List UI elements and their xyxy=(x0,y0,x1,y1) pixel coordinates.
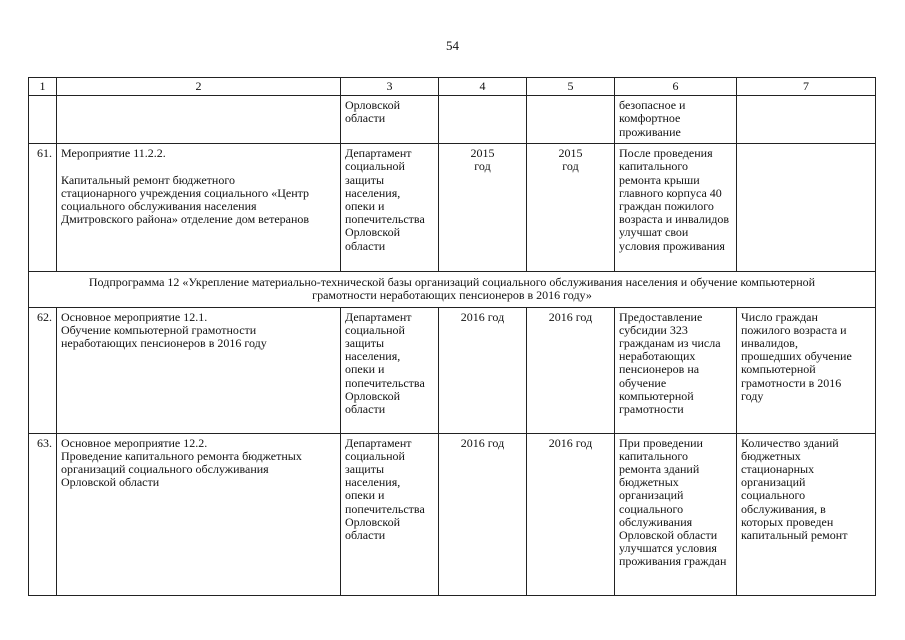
text-line: улучшат свои xyxy=(619,225,689,240)
text-line: которых проведен xyxy=(741,514,834,529)
text-line: год xyxy=(474,159,491,174)
cell-executor xyxy=(341,96,439,144)
text-line: области xyxy=(345,402,386,417)
cell-indicator xyxy=(737,96,876,144)
text-line: Орловской области xyxy=(619,528,718,543)
text-line: Число граждан xyxy=(741,309,818,324)
subprogram-title xyxy=(29,272,876,307)
text-line: обслуживания, в xyxy=(741,501,826,516)
text-line: попечительства xyxy=(345,501,425,516)
text-line: неработающих пенсионеров в 2016 году xyxy=(61,336,267,351)
cell-number xyxy=(29,96,57,144)
text-line: стационарного учреждения социального «Центр xyxy=(61,185,310,200)
cell-indicator xyxy=(737,433,876,595)
measure-title: Основное мероприятие 12.2. xyxy=(61,435,208,450)
text-line: году xyxy=(741,388,764,403)
page-number: 54 xyxy=(446,38,459,53)
text-line: прошедших обучение xyxy=(741,349,852,364)
text-line: При проведении xyxy=(619,435,703,450)
text-line: Количество зданий xyxy=(741,435,839,450)
text-line: грамотности xyxy=(619,402,684,417)
text-line: инвалидов, xyxy=(741,336,798,351)
column-header: 3 xyxy=(341,78,439,96)
text-line: условия проживания xyxy=(619,238,725,253)
measure-description xyxy=(61,324,336,350)
cell-start xyxy=(439,96,527,144)
text-line: Орловской xyxy=(345,225,401,240)
table-row-61 xyxy=(29,144,876,272)
text-line: граждан пожилого xyxy=(619,199,714,214)
text-line: Предоставление xyxy=(619,309,703,324)
table-row-continuation xyxy=(29,96,876,144)
column-header: 1 xyxy=(29,78,57,96)
text-line: грамотности в 2016 xyxy=(741,375,842,390)
cell-number: 61. xyxy=(29,144,57,272)
cell-result xyxy=(615,144,737,272)
text-line: организаций социального обслуживания xyxy=(61,462,269,477)
column-header: 7 xyxy=(737,78,876,96)
text-line: социального обслуживания населения xyxy=(61,199,257,214)
cell-result xyxy=(615,307,737,433)
measures-table xyxy=(28,77,876,596)
text-line: защиты xyxy=(345,336,385,351)
measure-description xyxy=(61,159,336,226)
cell-number: 63. xyxy=(29,433,57,595)
cell-executor xyxy=(341,144,439,272)
text-line: 2015 xyxy=(558,146,583,161)
text-line: капитального xyxy=(619,159,688,174)
text-line: Проведение капитального ремонта бюджетных xyxy=(61,448,302,463)
text-line: Орловской xyxy=(345,388,401,403)
cell-result xyxy=(615,96,737,144)
table-row-63 xyxy=(29,433,876,595)
text-line: организаций xyxy=(741,475,806,490)
text-line: Орловской области xyxy=(61,475,160,490)
text-line: год xyxy=(562,159,579,174)
cell-end xyxy=(527,96,615,144)
text-line: Обучение компьютерной грамотности xyxy=(61,322,257,337)
text-line: главного корпуса 40 xyxy=(619,185,722,200)
text-line: опеки и xyxy=(345,199,385,214)
text-line: Департамент xyxy=(345,435,412,450)
text-line: социальной xyxy=(345,322,405,337)
text-line: 2015 xyxy=(470,146,495,161)
cell-number: 62. xyxy=(29,307,57,433)
text-line: социального xyxy=(741,488,806,503)
text-line: попечительства xyxy=(345,375,425,390)
text-line: неработающих xyxy=(619,349,696,364)
cell-end: 2016 год xyxy=(527,307,615,433)
text-line: проживания граждан xyxy=(619,554,727,569)
text-line: После проведения xyxy=(619,146,713,161)
cell-result xyxy=(615,433,737,595)
text-line: стационарных xyxy=(741,462,815,477)
text-line: капитальный ремонт xyxy=(741,528,848,543)
text-line: социальной xyxy=(345,159,405,174)
text-line: пожилого возраста и xyxy=(741,322,847,337)
measure-title: Мероприятие 11.2.2. xyxy=(61,146,166,161)
text-line: области xyxy=(345,111,386,126)
text-line: субсидии 323 xyxy=(619,322,688,337)
cell-executor xyxy=(341,307,439,433)
text-line: социального xyxy=(619,501,684,516)
cell-end xyxy=(527,144,615,272)
cell-start: 2016 год xyxy=(439,433,527,595)
column-header: 5 xyxy=(527,78,615,96)
measure-title: Основное мероприятие 12.1. xyxy=(61,309,208,324)
text-line: ремонта крыши xyxy=(619,172,700,187)
cell-start: 2016 год xyxy=(439,307,527,433)
text-line: бюджетных xyxy=(619,475,679,490)
text-line: населения, xyxy=(345,349,401,364)
text-line: опеки и xyxy=(345,362,385,377)
cell-start xyxy=(439,144,527,272)
column-header: 6 xyxy=(615,78,737,96)
text-line: социальной xyxy=(345,448,405,463)
subprogram-row xyxy=(29,272,876,307)
text-line: защиты xyxy=(345,172,385,187)
text-line: компьютерной xyxy=(741,362,816,377)
text-line: Подпрограмма 12 «Укрепление материально-технической базы организаций социального обслуживания населения и обучение компьютерной xyxy=(88,275,816,290)
text-line: бюджетных xyxy=(741,448,801,463)
column-header: 4 xyxy=(439,78,527,96)
text-line: попечительства xyxy=(345,212,425,227)
column-header: 2 xyxy=(57,78,341,96)
text-line: ремонта зданий xyxy=(619,462,700,477)
text-line: населения, xyxy=(345,475,401,490)
text-line: гражданам из числа xyxy=(619,336,721,351)
table-row-62 xyxy=(29,307,876,433)
text-line: Орловской xyxy=(345,98,401,113)
text-line: грамотности неработающих пенсионеров в 2016 году» xyxy=(312,288,592,303)
text-line: Департамент xyxy=(345,309,412,324)
text-line: проживание xyxy=(619,124,681,139)
cell-indicator xyxy=(737,144,876,272)
text-line: опеки и xyxy=(345,488,385,503)
text-line: Департамент xyxy=(345,146,412,161)
cell-measure xyxy=(57,433,341,595)
text-line: организаций xyxy=(619,488,684,503)
text-line: улучшатся условия xyxy=(619,541,717,556)
table-header-row xyxy=(29,78,876,96)
text-line: населения, xyxy=(345,185,401,200)
measure-description xyxy=(61,450,336,490)
text-line: компьютерной xyxy=(619,388,694,403)
cell-end: 2016 год xyxy=(527,433,615,595)
text-line: Капитальный ремонт бюджетного xyxy=(61,172,235,187)
text-line: капитального xyxy=(619,448,688,463)
cell-indicator xyxy=(737,307,876,433)
text-line: пенсионеров на xyxy=(619,362,700,377)
cell-measure xyxy=(57,307,341,433)
text-line: возраста и инвалидов xyxy=(619,212,730,227)
text-line: комфортное xyxy=(619,111,681,126)
cell-measure xyxy=(57,96,341,144)
text-line: защиты xyxy=(345,462,385,477)
text-line: обслуживания xyxy=(619,514,693,529)
text-line: безопасное и xyxy=(619,98,686,113)
text-line: обучение xyxy=(619,375,667,390)
text-line: Дмитровского района» отделение дом ветеранов xyxy=(61,212,310,227)
text-line: области xyxy=(345,528,386,543)
cell-measure xyxy=(57,144,341,272)
text-line: области xyxy=(345,238,386,253)
text-line: Орловской xyxy=(345,514,401,529)
cell-executor xyxy=(341,433,439,595)
